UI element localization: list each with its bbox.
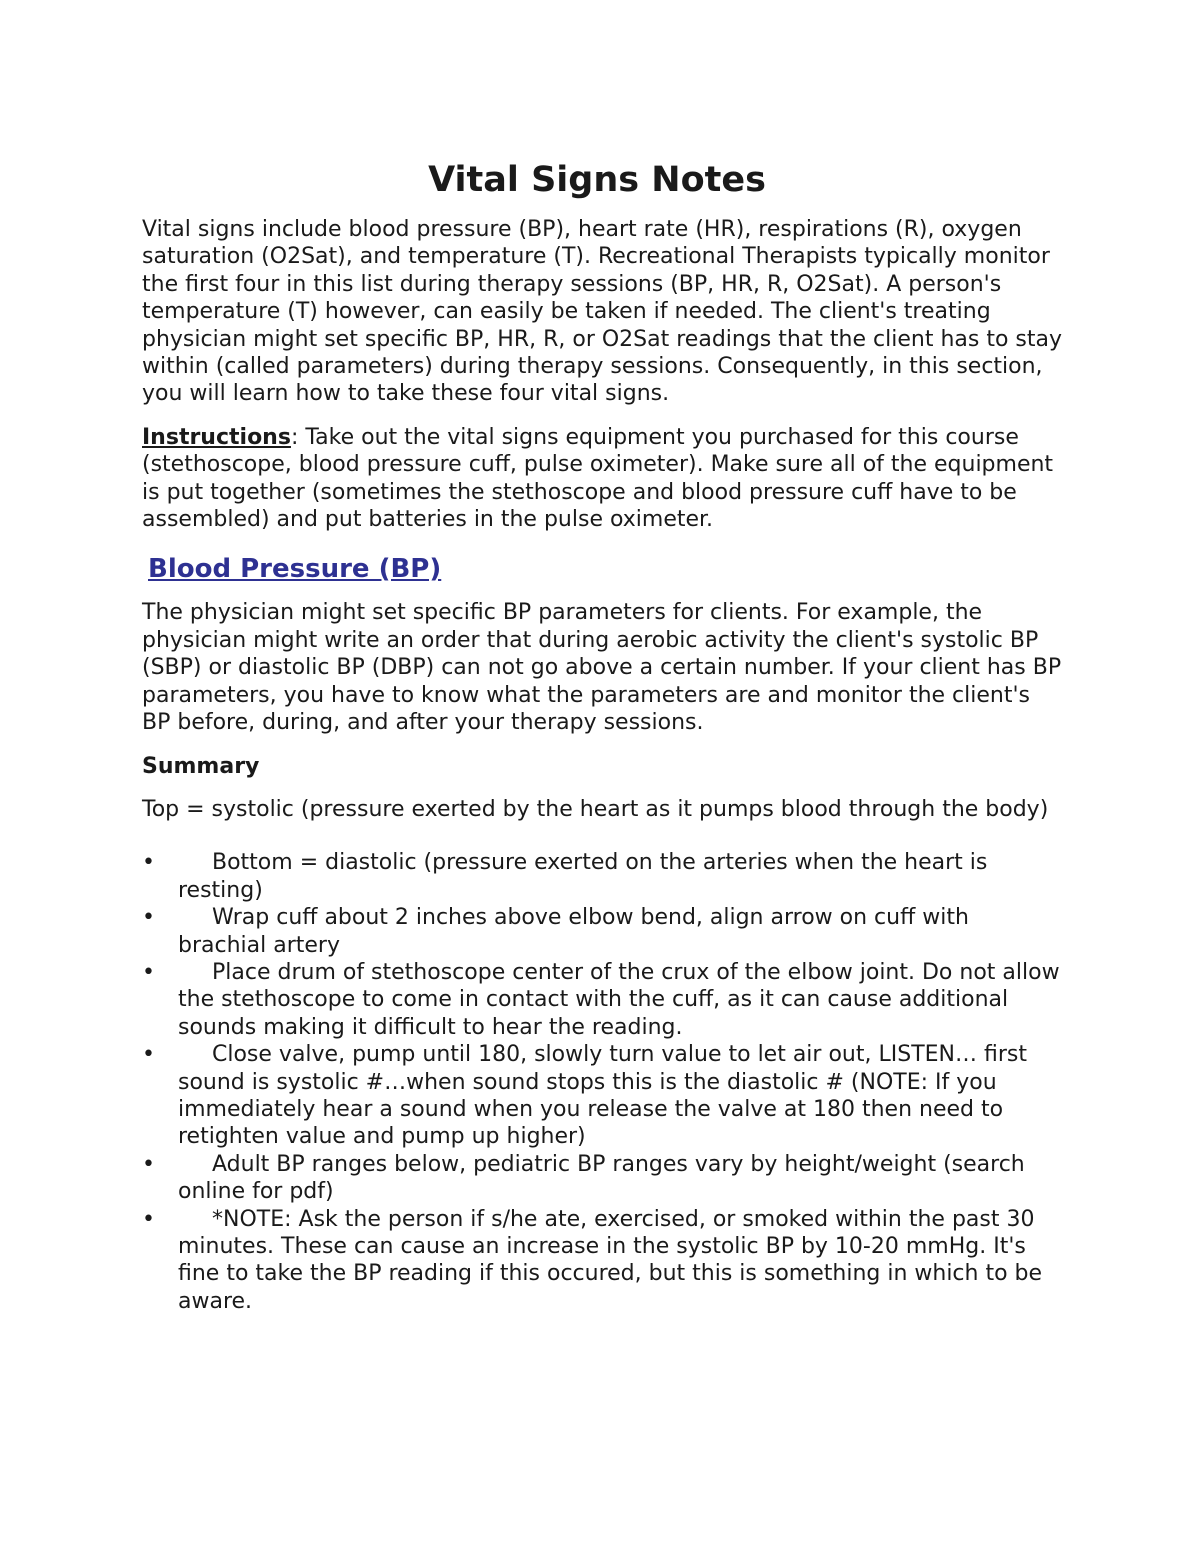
top-systolic-line: Top = systolic (pressure exerted by the heart as it pumps blood through the body) — [142, 796, 1049, 822]
section-heading-wrapper — [142, 551, 1062, 599]
document-content — [142, 158, 1062, 1315]
list-item — [142, 1206, 1062, 1316]
summary-heading: Summary — [142, 753, 260, 779]
list-item-text: Wrap cuff about 2 inches above elbow bend, align arrow on cuff with brachial artery — [178, 905, 969, 958]
list-item-text: Close valve, pump until 180, slowly turn value to let air out, LISTEN… first sound is systolic #…when sound stops this is the diastolic # (NOTE: If you immediately hear a sound when you release the valve at 180 then need to retighten value and pump up higher) — [178, 1042, 1027, 1150]
list-item-text: Bottom = diastolic (pressure exerted on the arteries when the heart is resting) — [178, 850, 988, 903]
bullet-icon: • — [142, 1042, 155, 1068]
list-item-text: *NOTE: Ask the person if s/he ate, exercised, or smoked within the past 30 minutes. These can cause an increase in the systolic BP by 10-20 mmHg. It's fine to take the BP reading if this occured, but this is something in which to be aware. — [178, 1206, 1043, 1314]
summary-bullet-list — [142, 849, 1062, 1315]
list-item-text: Adult BP ranges below, pediatric BP ranges vary by height/weight (search online for pdf) — [178, 1151, 1025, 1205]
list-item — [142, 904, 1062, 959]
list-item — [142, 849, 1062, 904]
bullet-icon: • — [142, 1206, 155, 1232]
blood-pressure-heading-link[interactable]: Blood Pressure (BP) — [148, 554, 442, 585]
bp-paragraph: The physician might set specific BP parameters for clients. For example, the physician might write an order that during aerobic activity the client's systolic BP (SBP) or diastolic BP (DBP) can not go above a certain number. If your client has BP parameters, you have to know what the parameters are and monitor the client's BP before, during, and after your therapy sessions. — [142, 600, 1062, 736]
bullet-icon: • — [142, 959, 155, 985]
bullet-icon: • — [142, 1151, 155, 1177]
list-item-text: Place drum of stethoscope center of the crux of the elbow joint. Do not allow the stethoscope to come in contact with the cuff, as it can cause additional sounds making it difficult to hear the reading. — [178, 959, 1060, 1040]
instructions-text: : Take out the vital signs equipment you purchased for this course (stethoscope, blood pressure cuff, pulse oximeter). Make sure all of the equipment is put together (sometimes the stethoscope and blood pressure cuff have to be assembled) and put batteries in the pulse oximeter. — [142, 424, 1054, 533]
bullet-icon: • — [142, 905, 155, 931]
list-item — [142, 959, 1062, 1041]
intro-paragraph: Vital signs include blood pressure (BP), heart rate (HR), respirations (R), oxygen saturation (O2Sat), and temperature (T). Recreational Therapists typically monitor the first four in this list during therapy sessions (BP, HR, R, O2Sat). A person's temperature (T) however, can easily be taken if needed. The client's treating physician might set specific BP, HR, R, or O2Sat readings that the client has to stay within (called parameters) during therapy sessions. Consequently, in this section, you will learn how to take these four vital signs. — [142, 217, 1062, 407]
instructions-paragraph — [142, 424, 1062, 534]
list-item — [142, 1151, 1062, 1206]
instructions-label: Instructions — [142, 424, 291, 450]
bullet-icon: • — [142, 850, 155, 876]
list-item — [142, 1041, 1062, 1151]
page-title: Vital Signs Notes — [428, 160, 766, 200]
